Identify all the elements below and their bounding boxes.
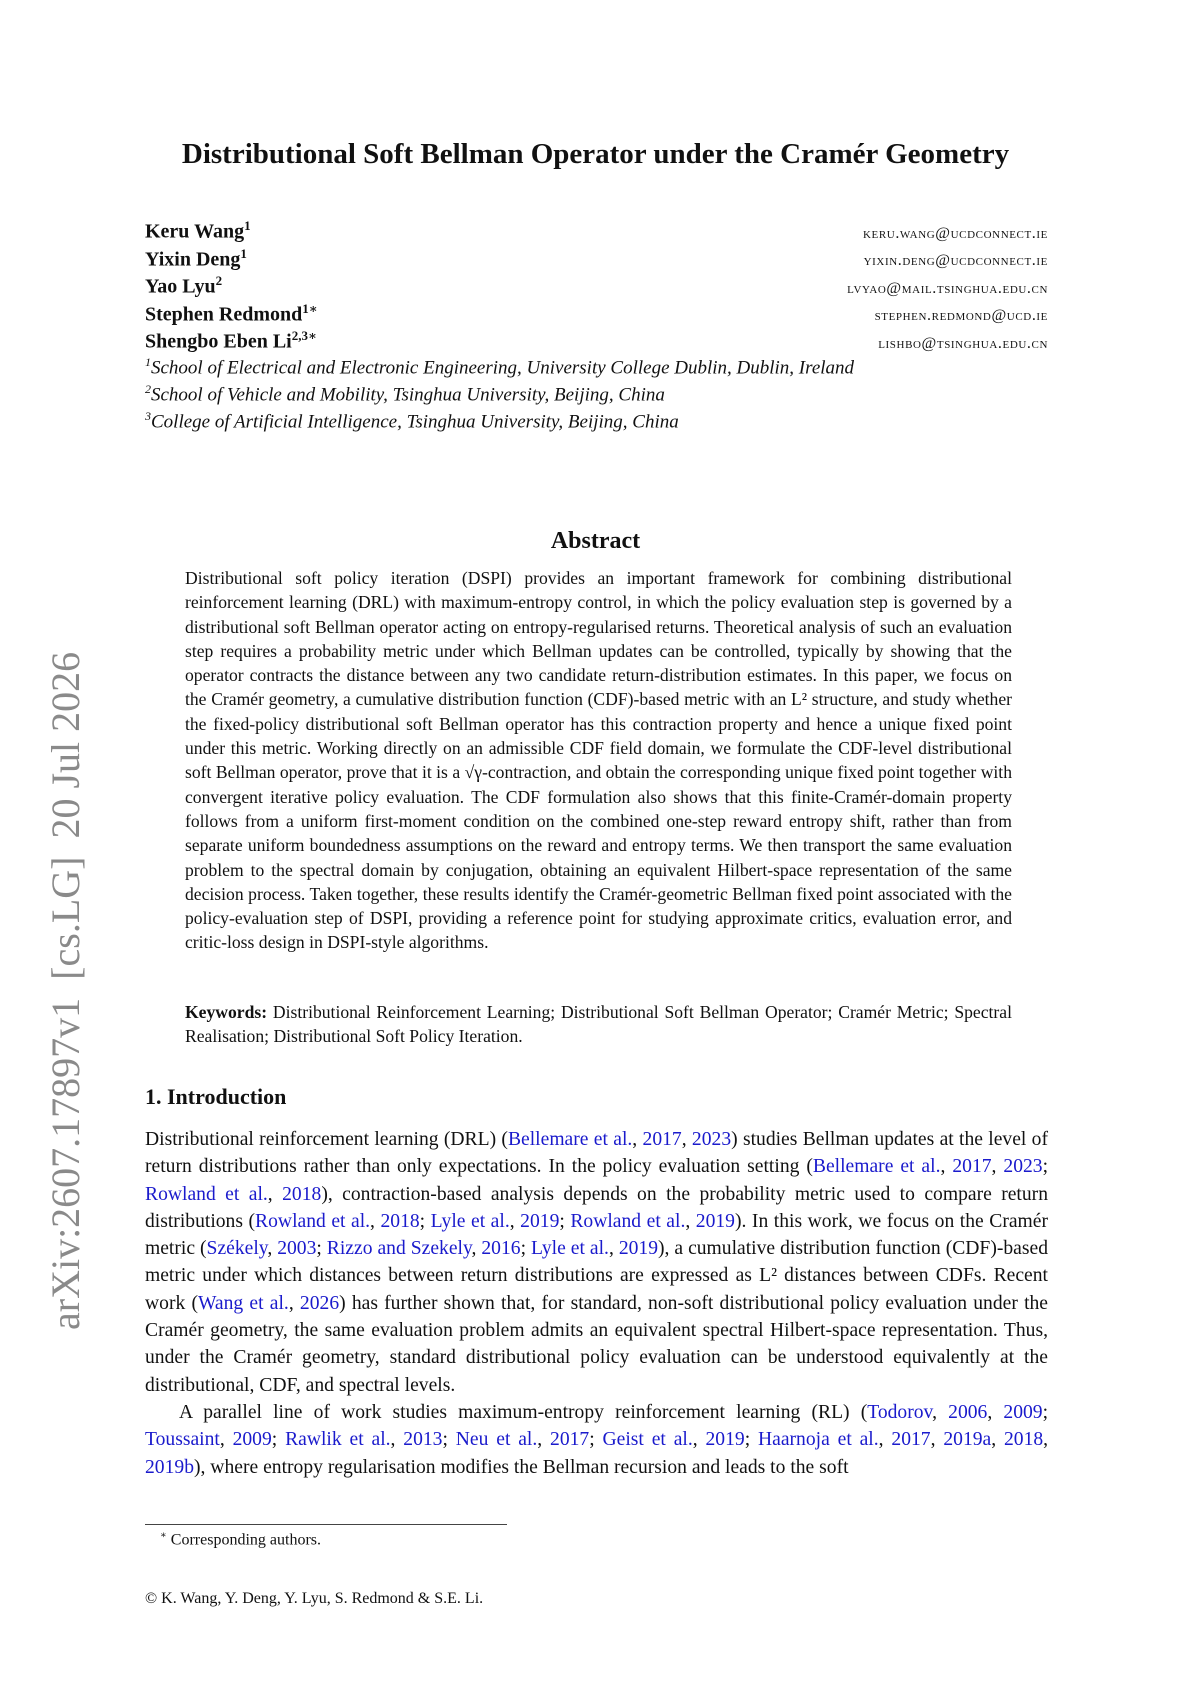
citation-link[interactable]: 2018 (380, 1210, 420, 1232)
body-text: , (267, 1183, 283, 1205)
citation-link[interactable]: Rizzo and Szekely (326, 1238, 472, 1260)
intro-paragraph (145, 1399, 1048, 1481)
body-text: , (987, 1401, 1004, 1423)
body-text: ; (271, 1429, 286, 1451)
citation-link[interactable]: Wang et al. (198, 1292, 289, 1314)
author-email[interactable]: yixin.deng@ucdconnect.ie (863, 252, 1048, 270)
author-name: Stephen Redmond$^{1∗}$ (145, 300, 318, 326)
author-name: Yixin Deng$^1$ (145, 245, 247, 271)
citation-link[interactable]: Rowland et al. (145, 1183, 268, 1205)
footnote-divider (145, 1524, 507, 1525)
body-text: A parallel line of work studies maximum-entropy reinforcement learning (RL) ( (179, 1401, 868, 1423)
introduction-body (145, 1126, 1048, 1481)
citation-link[interactable]: Bellemare et al. (812, 1156, 941, 1178)
author-email[interactable]: lvyao@mail.tsinghua.edu.cn (847, 279, 1048, 297)
author-row (145, 218, 1048, 246)
body-text: ), contraction-based analysis depends on the probability metric used to compare return distributions ( (145, 1183, 1048, 1232)
body-text: , (509, 1210, 521, 1232)
author-name: Shengbo Eben $Li^{2,3∗}$ (145, 328, 317, 353)
affiliation-list (145, 355, 854, 436)
citation-link[interactable]: Székely (206, 1238, 268, 1260)
citation-link[interactable]: 2017 (642, 1129, 682, 1150)
citation-link[interactable]: 2023 (1003, 1156, 1043, 1178)
citation-link[interactable]: 2019a (943, 1429, 992, 1451)
citation-link[interactable]: Geist et al. (602, 1429, 693, 1451)
body-text: ; (589, 1429, 603, 1451)
author-email[interactable]: lishbo@tsinghua.edu.cn (878, 334, 1048, 352)
body-text: ; (559, 1210, 571, 1232)
author-row (145, 301, 1048, 329)
citation-link[interactable]: 2018 (1003, 1429, 1044, 1451)
citation-link[interactable]: Haarnoja et al. (757, 1429, 879, 1451)
footnote: ∗ Corresponding authors. (160, 1530, 321, 1549)
body-text: , (267, 1238, 278, 1260)
body-text: ), where entropy regularisation modifies the Bellman recursion and leads to the soft (193, 1456, 849, 1478)
abstract-body: Distributional soft policy iteration (DSPI) provides an important framework for combining distributional reinforcement learning (DRL) with maximum-entropy control, in which the policy evaluation step is governed by a distributional soft Bellman operator acting on entropy-regularised returns. Theoretical analysis of such an evaluation step requires a probability metric under which Bellman updates can be controlled, typically by showing that the operator contracts the distance between any two candidate return-distribution estimates. In this paper, we focus on the Cramér geometry, a cumulative distribution function (CDF)-based metric with an L² structure, and study whether the fixed-policy distributional soft Bellman operator has this contraction property and hence a unique fixed point under this metric. Working directly on an admissible CDF field domain, we formulate the CDF-level distributional soft Bellman operator, prove that it is a √γ-contraction, and obtain the corresponding unique fixed point together with convergent iterative policy evaluation. The CDF formulation also shows that this finite-Cramér-domain property follows from a uniform first-moment condition on the combined one-step reward entropy shift, rather than from separate uniform boundedness assumptions on the reward and entropy terms. We then transport the same evaluation problem to the spectral domain by conjugation, obtaining an equivalent Hilbert-space representation of the same decision process. Taken together, these results identify the Cramér-geometric Bellman fixed point associated with the policy-evaluation step of DSPI, providing a reference point for studying approximate critics, evaluation error, and critic-loss design in DSPI-style algorithms. (185, 568, 1012, 953)
body-text: , (608, 1238, 619, 1260)
author-name: Keru Wang$^1$ (145, 218, 251, 243)
body-text: , (692, 1429, 706, 1451)
paper-title: Distributional Soft Bellman Operator under the Cramér Geometry (181, 138, 1010, 170)
body-text: ; (520, 1238, 531, 1260)
body-text: , (471, 1238, 482, 1260)
body-text: , (219, 1429, 233, 1451)
citation-link[interactable]: 2018 (282, 1183, 322, 1205)
citation-link[interactable]: Rowland et al. (255, 1210, 371, 1232)
body-text: , (370, 1210, 381, 1232)
arxiv-id: arXiv:2607.17897v1 (43, 997, 88, 1330)
body-text: ; (442, 1429, 456, 1451)
section-heading: 1. Introduction (145, 1084, 287, 1109)
keywords (185, 1000, 1012, 1049)
citation-link[interactable]: 2016 (481, 1238, 521, 1260)
citation-link[interactable]: 2017 (550, 1429, 590, 1451)
citation-link[interactable]: 2019 (520, 1210, 560, 1232)
citation-link[interactable]: 2019 (618, 1238, 658, 1260)
author-list (145, 218, 1048, 356)
citation-link[interactable]: Rawlik et al. (285, 1429, 391, 1451)
author-row (145, 273, 1048, 301)
citation-link[interactable]: Neu et al. (455, 1429, 538, 1451)
keywords-label: Keywords: (185, 1002, 268, 1022)
citation-link[interactable]: 2017 (891, 1429, 931, 1451)
citation-link[interactable]: 2019 (695, 1210, 735, 1232)
body-text: , (390, 1429, 404, 1451)
body-text: , (991, 1429, 1004, 1451)
body-text: , (940, 1156, 953, 1178)
citation-link[interactable]: Bellemare et al. (507, 1129, 633, 1150)
citation-link[interactable]: Lyle et al. (530, 1238, 609, 1260)
body-text: , (681, 1129, 692, 1150)
arxiv-stamp (43, 651, 88, 1330)
arxiv-date: 20 Jul 2026 (43, 651, 88, 839)
body-text: , (1043, 1429, 1049, 1451)
author-name: Yao Lyu$^2$ (145, 273, 223, 298)
body-text: , (991, 1156, 1004, 1178)
citation-link[interactable]: 2006 (948, 1401, 988, 1423)
author-row (145, 246, 1048, 274)
citation-link[interactable]: Toussaint (145, 1429, 220, 1451)
body-text: ; (419, 1210, 431, 1232)
body-text: , (878, 1429, 892, 1451)
citation-link[interactable]: 2026 (299, 1292, 340, 1314)
body-text: , (930, 1429, 944, 1451)
affiliation: $^2$School of Vehicle and Mobility, Tsinghua University, Beijing, China (145, 382, 665, 406)
affiliation: $^1$School of Electrical and Electronic Engineering, University College Dublin, Dublin, Ireland (145, 355, 855, 379)
citation-link[interactable]: Todorov (867, 1401, 933, 1423)
author-row (145, 328, 1048, 356)
arxiv-category: [cs.LG] (43, 856, 88, 980)
citation-link[interactable]: 2019b (145, 1456, 194, 1478)
citation-link[interactable]: 2017 (952, 1156, 992, 1178)
citation-link[interactable]: 2019 (705, 1429, 745, 1451)
body-text: ; (1042, 1156, 1049, 1178)
body-text: ; (316, 1238, 327, 1260)
citation-link[interactable]: Rowland et al. (570, 1210, 686, 1232)
body-text: , (288, 1292, 300, 1314)
body-text: ). In this work, we focus on the Cramér metric ( (145, 1210, 1049, 1260)
affiliation: $^3$College of Artificial Intelligence, Tsinghua University, Beijing, China (145, 409, 679, 433)
body-text: ), a cumulative distribution function (CDF)-based metric under which distances between return distributions are expressed as L² distances between CDFs. Recent work ( (145, 1238, 1048, 1314)
body-text: Distributional reinforcement learning (DRL) ( (145, 1129, 508, 1150)
body-text: , (685, 1210, 696, 1232)
keywords-text: Distributional Reinforcement Learning; Distributional Soft Bellman Operator; Cramér Metric; Spectral Realisation; Distributional Soft Policy Iteration. (185, 1002, 1012, 1047)
citation-link[interactable]: 2009 (232, 1429, 272, 1451)
copyright-line: © K. Wang, Y. Deng, Y. Lyu, S. Redmond & S.E. Li. (145, 1590, 484, 1607)
citation-link[interactable]: 2003 (277, 1238, 317, 1260)
body-text: , (632, 1129, 643, 1150)
body-text: ) has further shown that, for standard, non-soft distributional policy evaluation under the Cramér geometry, the same evaluation problem admits an equivalent spectral Hilbert-space representation. Thus, under the Cramér geometry, standard distributional policy evaluation can be understood equivalently at the distributional, CDF, and spectral levels. (145, 1292, 1048, 1396)
citation-link[interactable]: Lyle et al. (430, 1210, 510, 1232)
citation-link[interactable]: 2013 (403, 1429, 443, 1451)
abstract-heading: Abstract (550, 528, 641, 554)
body-text: , (537, 1429, 551, 1451)
body-text: , (932, 1401, 949, 1423)
author-email[interactable]: keru.wang@ucdconnect.ie (862, 224, 1048, 242)
body-text: ; (744, 1429, 758, 1451)
author-email[interactable]: stephen.redmond@ucd.ie (874, 307, 1048, 325)
citation-link[interactable]: 2009 (1003, 1401, 1043, 1423)
intro-paragraph (145, 1126, 1048, 1399)
body-text: ; (1042, 1401, 1049, 1423)
body-text: ) studies Bellman updates at the level of return distributions rather than only expectations. In the policy evaluation setting ( (145, 1129, 1048, 1178)
citation-link[interactable]: 2023 (691, 1129, 732, 1150)
